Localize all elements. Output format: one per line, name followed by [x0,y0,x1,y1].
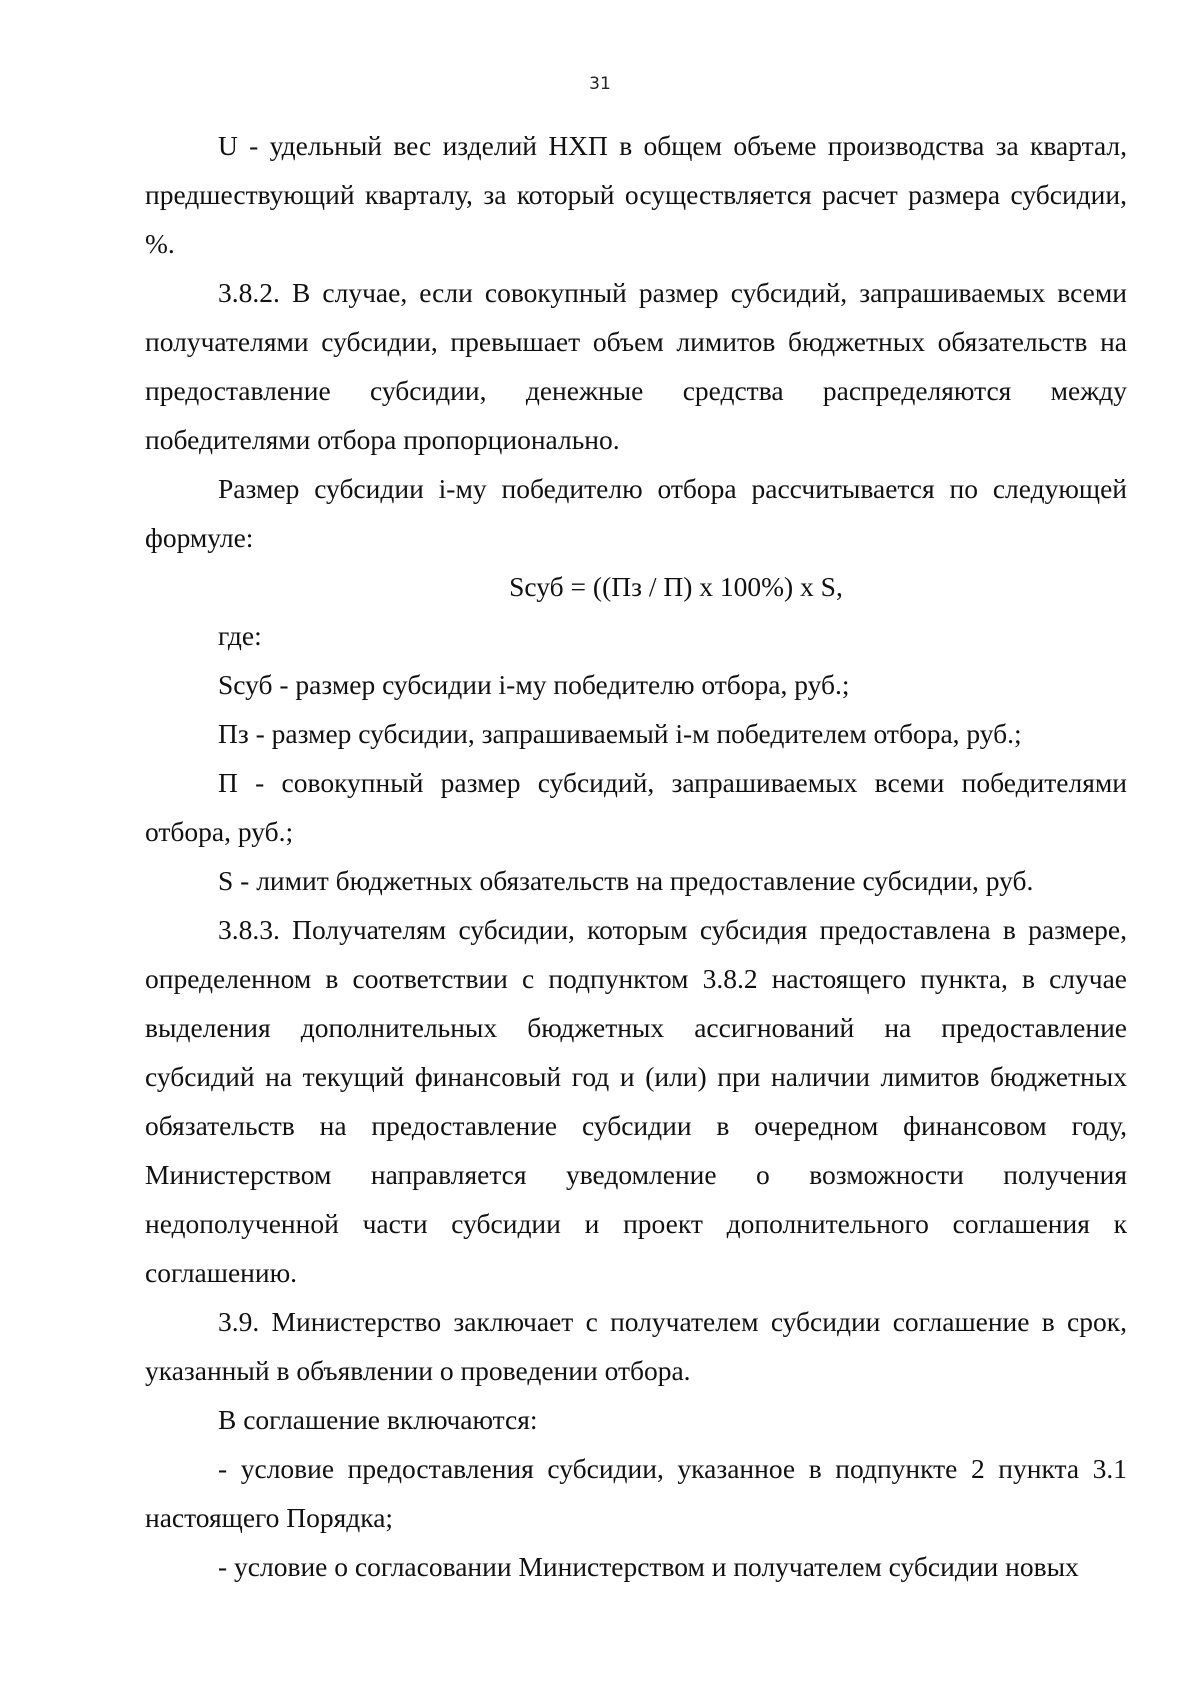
paragraph-where: где: [218,620,262,651]
paragraph-formula-intro: Размер субсидии i-му победителю отбора рассчитывается по следующей формуле: [145,473,1127,553]
page-number: 31 [589,74,611,94]
definition-ssub: Sсуб - размер субсидии i-му победителю отбора, руб.; [218,669,850,700]
list-item-condition-1: - условие предоставления субсидии, указанное в подпункте 2 пункта 3.1 настоящего Порядка; [145,1453,1127,1533]
document-body [145,121,1127,1591]
definition-p: П - совокупный размер субсидий, запрашиваемых всеми победителями отбора, руб.; [145,767,1127,847]
paragraph-u-definition: U - удельный вес изделий НХП в общем объеме производства за квартал, предшествующий кварталу, за который осуществляется расчет размера субсидии, %. [145,130,1127,259]
paragraph-3-9: 3.9. Министерство заключает с получателем субсидии соглашение в срок, указанный в объявлении о проведении отбора. [145,1306,1127,1386]
definition-s: S - лимит бюджетных обязательств на предоставление субсидии, руб. [218,865,1034,896]
paragraph-3-8-2: 3.8.2. В случае, если совокупный размер субсидий, запрашиваемых всеми получателями субсидии, превышает объем лимитов бюджетных обязательств на предоставление субсидии, денежные средства распределяются между победителями отбора пропорционально. [145,277,1127,455]
paragraph-3-8-3: 3.8.3. Получателям субсидии, которым субсидия предоставлена в размере, определенном в соответствии с подпунктом 3.8.2 настоящего пункта, в случае выделения дополнительных бюджетных ассигнований на предоставление субсидий на текущий финансовый год и (или) при наличии лимитов бюджетных обязательств на предоставление субсидии в очередном финансовом году, Министерством направляется уведомление о возможности получения недополученной части субсидии и проект дополнительного соглашения к соглашению. [145,914,1127,1288]
list-item-condition-2: - условие о согласовании Министерством и получателем субсидии новых [218,1551,1079,1582]
subsidy-formula: Sсуб = ((Пз / П) х 100%) х S, [509,571,843,602]
paragraph-agreement-includes: В соглашение включаются: [218,1404,538,1435]
definition-pz: Пз - размер субсидии, запрашиваемый i-м победителем отбора, руб.; [218,718,1022,749]
